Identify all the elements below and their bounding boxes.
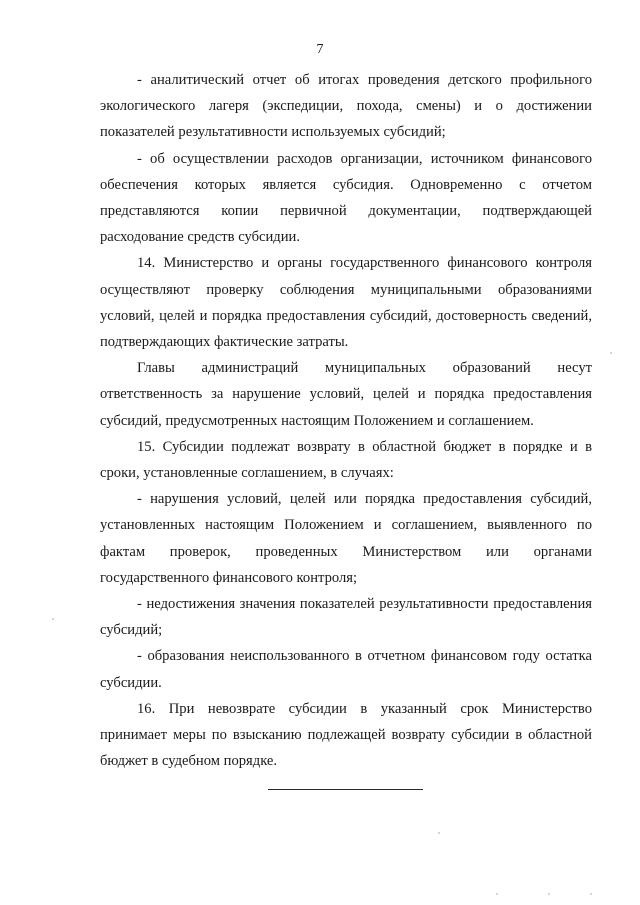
scan-speck [438,832,440,834]
paragraph-expenses-report: - об осуществлении расходов организации, источником финансового обеспечения которых является субсидия. Одновременно с отчетом представляются копии первичной документации, подтверждающей расходование средств субсидии. [100,150,592,246]
scan-speck [548,893,550,895]
document-body [100,67,592,774]
scan-speck [52,618,54,620]
paragraph-underachievement-case: - недостижения значения показателей результативности предоставления субсидий; [100,596,592,639]
paragraph-clause-14: 14. Министерство и органы государственного финансового контроля осуществляют проверку соблюдения муниципальными образованиями условий, целей и порядка предоставления субсидий, достоверность сведений, подтверждающих фактические затраты. [100,255,592,351]
scan-speck [610,352,612,354]
page-number: 7 [316,42,324,57]
paragraph-clause-15: 15. Субсидии подлежат возврату в областной бюджет в порядке и в сроки, установленные соглашением, в случаях: [100,438,592,482]
scan-speck [590,893,592,895]
paragraph-unused-balance-case: - образования неиспользованного в отчетном финансовом году остатка субсидии. [100,648,592,691]
scan-speck [496,893,498,895]
paragraph-clause-16: 16. При невозврате субсидии в указанный срок Министерство принимает меры по взысканию подлежащей возврату субсидии в областной бюджет в судебном порядке. [100,700,592,770]
paragraph-violation-case: - нарушения условий, целей или порядка предоставления субсидий, установленных настоящим Положением и соглашением, выявленного по фактам проверок, проведенных Министерством или органами государственного финансового контроля; [100,491,592,586]
paragraph-heads-responsibility: Главы администраций муниципальных образований несут ответственность за нарушение условий, целей и порядка предоставления субсидий, предусмотренных настоящим Положением и соглашением. [100,360,592,429]
end-divider-line [268,789,423,790]
paragraph-analytical-report: - аналитический отчет об итогах проведения детского профильного экологического лагеря (экспедиции, похода, смены) и о достижении показателей результативности используемых субсидий; [100,72,592,141]
